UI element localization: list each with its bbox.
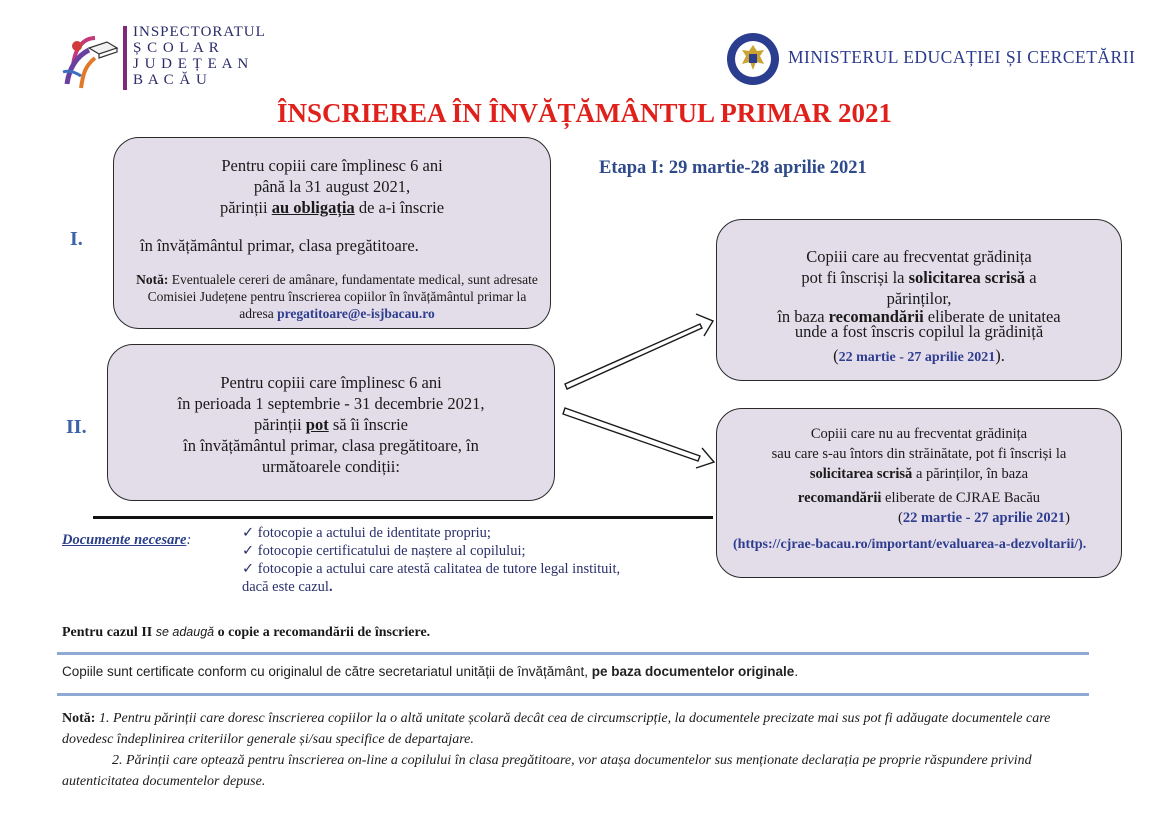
documents-label: Documente necesare: — [62, 532, 192, 548]
case-2-line-3: părinții pot să îi înscrie — [254, 415, 408, 434]
option-a-line-2: pot fi înscriși la solicitarea scrisă a — [801, 268, 1037, 287]
case-1-line-3: părinții au obligația de a-i înscrie — [219, 198, 445, 217]
arrows — [560, 310, 720, 500]
ministry-header — [726, 32, 1146, 88]
case-1-note: Notă: Eventualele cereri de amânare, fundamentate medical, sunt adresate Comisiei Județene pentru înscrierea copiilor în învățământul primar la adresa pregatitoare@e-isjbacau.ro — [136, 272, 538, 321]
option-a-line-3: părinților, — [886, 289, 952, 308]
case-1-line-1: Pentru copiii care împlinesc 6 ani — [221, 156, 443, 175]
final-note-1: Notă: 1. Pentru părinții care doresc înscrierea copiilor la o altă unitate școlară decât cea de circumscripție, la documentele precizate mai sus pot fi adăugate documentele care dovedesc îndeplinirea criteriilor generale și/sau specifice de departajare. — [62, 711, 1051, 747]
option-b-dates: (22 martie - 27 aprilie 2021) — [898, 510, 1070, 526]
case-1-line-4: în învățământul primar, clasa pregătitoare. — [140, 236, 419, 255]
logo-line-3: J U D E Ț E A N — [133, 56, 250, 72]
pot-emphasis: pot — [305, 415, 329, 434]
case-2-box — [107, 344, 555, 501]
option-b-box — [716, 408, 1122, 578]
etapa-date: Etapa I: 29 martie-28 aprilie 2021 — [599, 158, 867, 178]
logo-line-2: Ș C O L A R — [133, 40, 220, 56]
arrow-to-option-a — [565, 314, 713, 389]
case-2-line-2: în perioada 1 septembrie - 31 decembrie 2021, — [177, 394, 485, 413]
logo-line-4: B A C Ă U — [133, 72, 208, 88]
isj-logo-icon — [55, 26, 121, 92]
document-item: ✓ fotocopie a actului de identitate propriu; — [242, 525, 491, 541]
document-item: ✓ fotocopie a actului care atestă calitatea de tutore legal instituit, — [242, 561, 621, 577]
option-a-box — [716, 219, 1122, 381]
option-b-line-4: recomandării eliberate de CJRAE Bacău — [797, 490, 1041, 506]
documents-list — [242, 524, 702, 596]
option-b-line-1: Copiii care nu au frecventat grădinița — [810, 426, 1028, 442]
logo-line-1: INSPECTORATUL — [133, 24, 266, 40]
option-a-line-5: unde a fost înscris copilul la grădiniță — [794, 322, 1044, 341]
final-note — [62, 708, 1092, 792]
guvernul-romaniei-seal-icon — [726, 32, 780, 86]
case-2-line-1: Pentru copiii care împlinesc 6 ani — [220, 373, 442, 392]
rule-bottom — [57, 693, 1089, 696]
ministry-name: MINISTERUL EDUCAȚIEI ȘI CERCETĂRII — [788, 47, 1136, 67]
arrow-to-option-b — [563, 408, 714, 468]
option-a-line-1: Copiii care au frecventat grădinița — [806, 247, 1032, 266]
isj-logo — [55, 22, 275, 96]
option-a-line-4: în baza recomandării eliberate de unitatea — [777, 307, 1061, 326]
document-item-cont: dacă este cazul. — [242, 579, 333, 595]
page-title: ÎNSCRIEREA ÎN ÎNVĂȚĂMÂNTUL PRIMAR 2021 — [276, 98, 893, 128]
case-1-numeral: I. — [70, 228, 83, 250]
rule-top — [57, 652, 1089, 655]
case-2-line-4: în învățământul primar, clasa pregătitoare, în — [183, 436, 479, 455]
section-divider — [93, 516, 713, 519]
case-1-box — [113, 137, 551, 329]
case-2-numeral: II. — [66, 416, 87, 438]
pregatitoare-email[interactable]: pregatitoare@e-isjbacau.ro — [277, 306, 435, 321]
obligation-emphasis: au obligația — [271, 198, 355, 217]
final-note-2: 2. Părinții care optează pentru înscrierea on-line a copilului în clasa pregătitoare, vor atașa documentelor sus menționate declarația pe proprie răspundere privind autenticitatea documentelor depuse. — [62, 753, 1032, 789]
case-1-line-2: până la 31 august 2021, — [253, 177, 411, 196]
case-2-line-5: următoarele condiții: — [262, 457, 400, 476]
case-2-addition: Pentru cazul II se adaugă o copie a recomandării de înscriere. — [62, 625, 431, 640]
certified-note: Copiile sunt certificate conform cu originalul de către secretariatul unității de învățământ, pe baza documentelor originale. — [62, 664, 799, 679]
option-b-line-3: solicitarea scrisă a părinților, în baza — [809, 466, 1029, 482]
document-item: ✓ fotocopie certificatului de naștere al copilului; — [242, 543, 526, 559]
option-b-line-2: sau care s-au întors din străinătate, pot fi înscriși la — [771, 446, 1067, 462]
option-a-dates: (22 martie - 27 aprilie 2021). — [833, 346, 1005, 365]
cjrae-link[interactable]: (https://cjrae-bacau.ro/important/evaluarea-a-dezvoltarii/). — [733, 537, 1087, 552]
